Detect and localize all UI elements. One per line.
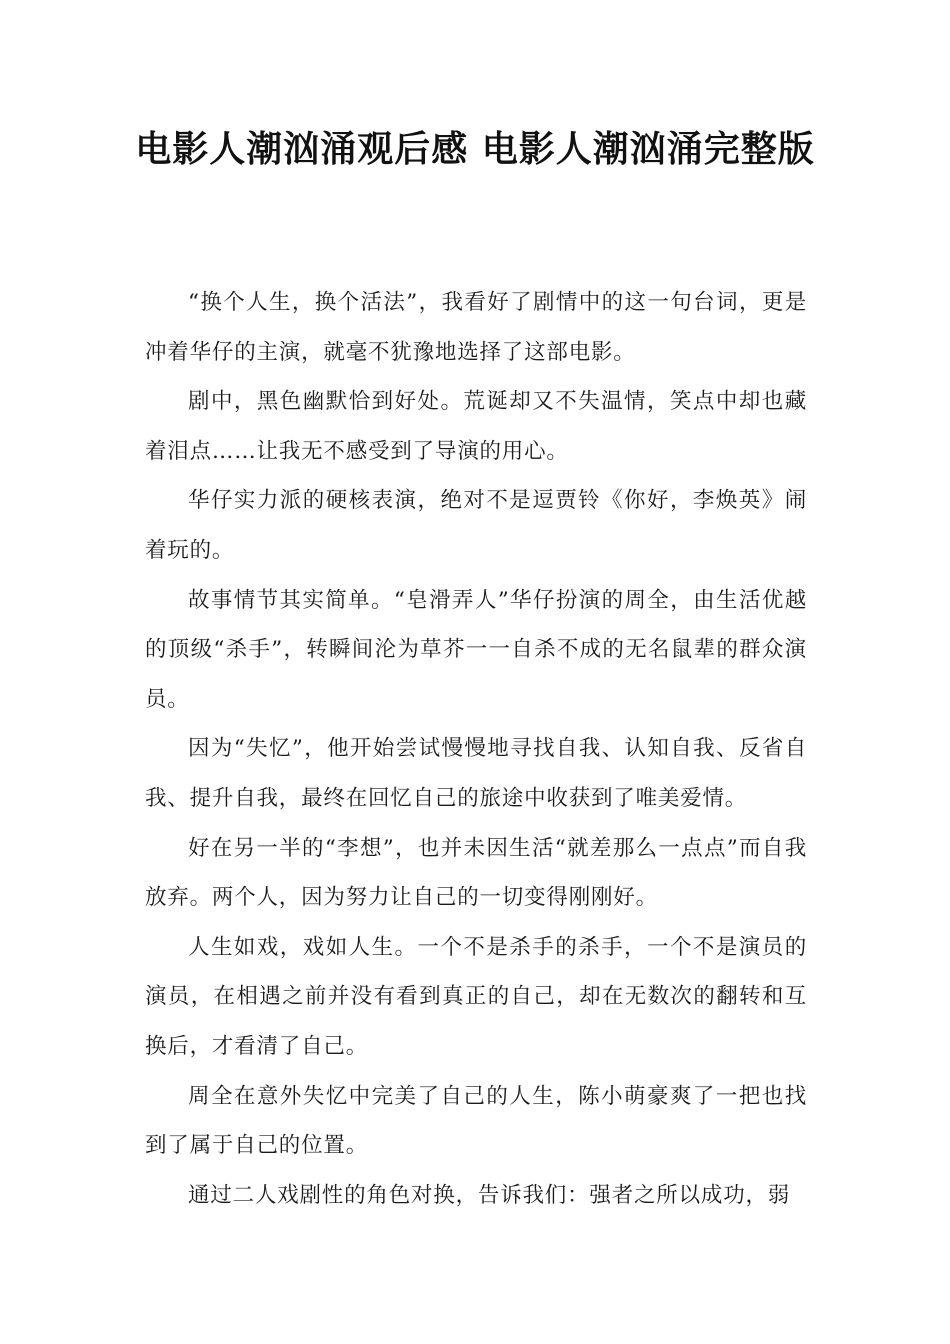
document-body (145, 278, 807, 1220)
paragraph: 剧中，黑色幽默恰到好处。荒诞却又不失温情，笑点中却也藏着泪点……让我无不感受到了导演的用心。 (145, 389, 807, 464)
document-title: 电影人潮汹涌观后感 电影人潮汹涌完整版 (135, 129, 815, 170)
paragraph: “换个人生，换个活法”，我看好了剧情中的这一句台词，更是冲着华仔的主演，就毫不犹豫地选择了这部电影。 (145, 290, 807, 365)
paragraph: 因为“失忆”，他开始尝试慢慢地寻找自我、认知自我、反省自我、提升自我，最终在回忆自己的旅途中收获到了唯美爱情。 (145, 736, 807, 811)
paragraph: 好在另一半的“李想”，也并未因生活“就差那么一点点”而自我放弃。两个人，因为努力让自己的一切变得刚刚好。 (145, 835, 807, 911)
paragraph: 故事情节其实简单。“皂滑弄人”华仔扮演的周全，由生活优越的顶级“杀手”，转瞬间沦为草芥一一自杀不成的无名鼠辈的群众演员。 (145, 587, 807, 712)
paragraph: 通过二人戏剧性的角色对换，告诉我们：强者之所以成功，弱 (188, 1182, 791, 1208)
paragraph: 华仔实力派的硬核表演，绝对不是逗贾铃《你好，李焕英》闹着玩的。 (145, 488, 807, 563)
paragraph: 人生如戏，戏如人生。一个不是杀手的杀手，一个不是演员的演员，在相遇之前并没有看到真正的自己，却在无数次的翻转和互换后，才看清了自己。 (145, 934, 807, 1059)
paragraph: 周全在意外失忆中完美了自己的人生，陈小萌豪爽了一把也找到了属于自己的位置。 (145, 1083, 807, 1159)
